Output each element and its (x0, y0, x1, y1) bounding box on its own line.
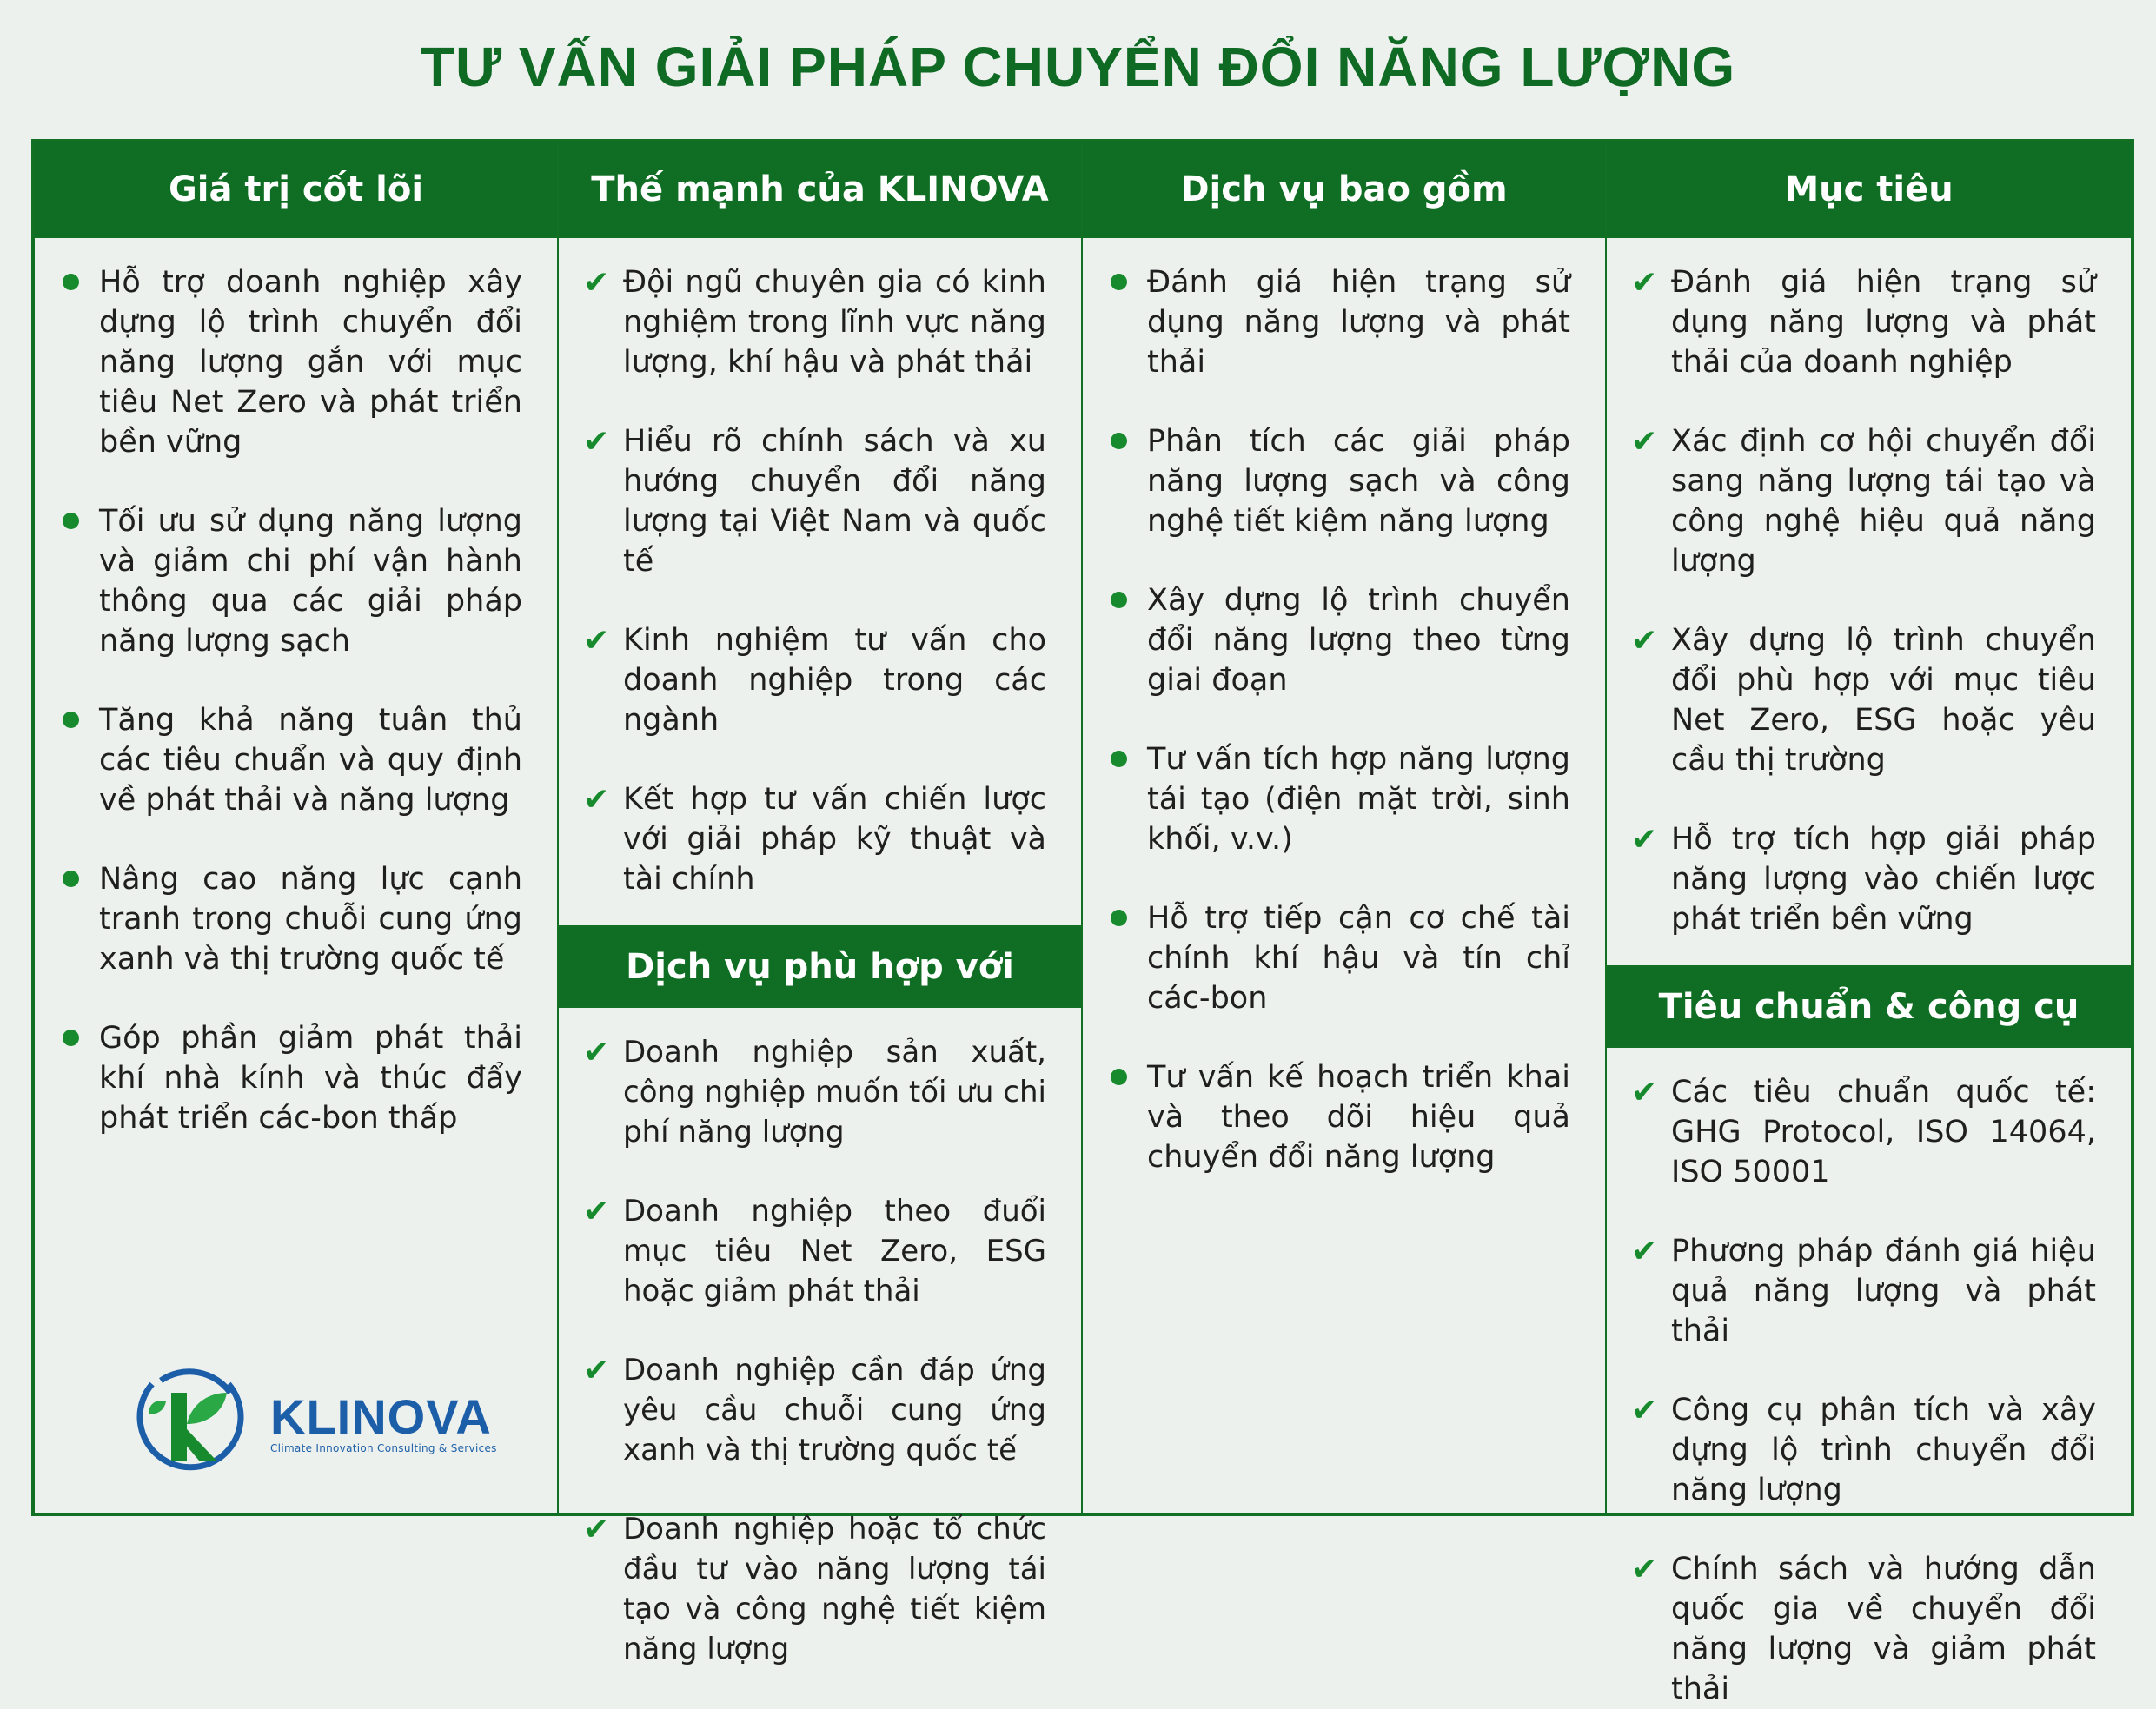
column-services (1083, 142, 1607, 1513)
list-item: ✔ Doanh nghiệp cần đáp ứng yêu cầu chuỗi cung ứng xanh và thị trường quốc tế (583, 1353, 1046, 1467)
bullet-dot-icon (1111, 1069, 1127, 1085)
check-icon: ✔ (1631, 822, 1658, 858)
list-item: Đánh giá hiện trạng sử dụng năng lượng và phát thải (1107, 262, 1570, 382)
check-icon: ✔ (1631, 1075, 1658, 1110)
bullet-dot-icon (1111, 592, 1127, 608)
check-icon: ✔ (583, 623, 610, 659)
section-header: Dịch vụ phù hợp với (559, 925, 1081, 1008)
column-header: Giá trị cốt lõi (35, 142, 557, 238)
list-item: Hỗ trợ doanh nghiệp xây dựng lộ trình chuyển đổi năng lượng gắn với mục tiêu Net Zero và phát triển bền vững (59, 262, 522, 462)
list-item: ✔ Doanh nghiệp theo đuổi mục tiêu Net Zero, ESG hoặc giảm phát thải (583, 1194, 1046, 1308)
check-icon: ✔ (1631, 1234, 1658, 1269)
check-icon: ✔ (1631, 424, 1658, 460)
info-board (31, 139, 2134, 1706)
check-icon: ✔ (583, 265, 610, 301)
logo-name: KLINOVA (270, 1389, 492, 1444)
list-item: ✔ Đánh giá hiện trạng sử dụng năng lượng và phát thải của doanh nghiệp (1631, 265, 2096, 380)
objectives-list (1607, 238, 2131, 939)
check-icon: ✔ (583, 1194, 610, 1229)
bullet-dot-icon (1111, 433, 1127, 449)
check-icon: ✔ (583, 1035, 610, 1070)
list-item: Xây dựng lộ trình chuyển đổi năng lượng theo từng giai đoạn (1107, 580, 1570, 700)
list-item: Góp phần giảm phát thải khí nhà kính và thúc đẩy phát triển các-bon thấp (59, 1018, 522, 1138)
standards-tools-list (1607, 1048, 2131, 1709)
list-item: ✔ Chính sách và hướng dẫn quốc gia về chuyển đổi năng lượng và giảm phát thải (1631, 1552, 2096, 1706)
services-list (1083, 238, 1605, 1177)
list-item: Nâng cao năng lực cạnh tranh trong chuỗi cung ứng xanh và thị trường quốc tế (59, 859, 522, 979)
column-strengths (559, 142, 1083, 1666)
bullet-dot-icon (63, 1030, 79, 1046)
page-title: TƯ VẤN GIẢI PHÁP CHUYỂN ĐỔI NĂNG LƯỢNG (420, 36, 1736, 98)
list-item: ✔ Xây dựng lộ trình chuyển đổi phù hợp với mục tiêu Net Zero, ESG hoặc yêu cầu thị trường (1631, 623, 2096, 778)
column-objectives (1607, 142, 2131, 1706)
bullet-dot-icon (63, 274, 79, 290)
list-item: ✔ Doanh nghiệp hoặc tổ chức đầu tư vào năng lượng tái tạo và công nghệ tiết kiệm năng lượng (583, 1512, 1046, 1666)
list-item: ✔ Phương pháp đánh giá hiệu quả năng lượng và phát thải (1631, 1234, 2096, 1348)
check-icon: ✔ (1631, 1552, 1658, 1587)
bullet-dot-icon (63, 513, 79, 529)
list-item: ✔ Công cụ phân tích và xây dựng lộ trình chuyển đổi năng lượng (1631, 1393, 2096, 1507)
list-item: ✔ Kinh nghiệm tư vấn cho doanh nghiệp trong các ngành (583, 623, 1046, 738)
column-header: Thế mạnh của KLINOVA (559, 142, 1081, 238)
list-item: ✔ Các tiêu chuẩn quốc tế: GHG Protocol, ISO 14064, ISO 50001 (1631, 1075, 2096, 1189)
bullet-dot-icon (1111, 274, 1127, 290)
check-icon: ✔ (583, 1353, 610, 1388)
list-item: Tăng khả năng tuân thủ các tiêu chuẩn và quy định về phát thải và năng lượng (59, 700, 522, 820)
list-item: Tư vấn tích hợp năng lượng tái tạo (điện mặt trời, sinh khối, v.v.) (1107, 739, 1570, 859)
list-item: ✔ Hỗ trợ tích hợp giải pháp năng lượng vào chiến lược phát triển bền vững (1631, 822, 2096, 937)
bullet-dot-icon (1111, 751, 1127, 767)
check-icon: ✔ (583, 424, 610, 460)
bullet-dot-icon (63, 712, 79, 728)
suitable-for-list (559, 1008, 1081, 1669)
bullet-dot-icon (1111, 910, 1127, 926)
core-values-list (35, 238, 557, 1138)
list-item: ✔ Kết hợp tư vấn chiến lược với giải pháp kỹ thuật và tài chính (583, 782, 1046, 897)
list-item: Tư vấn kế hoạch triển khai và theo dõi hiệu quả chuyển đổi năng lượng (1107, 1057, 1570, 1177)
strengths-list (559, 238, 1081, 899)
list-item: ✔ Đội ngũ chuyên gia có kinh nghiệm trong lĩnh vực năng lượng, khí hậu và phát thải (583, 265, 1046, 380)
check-icon: ✔ (1631, 623, 1658, 659)
column-core-values (35, 142, 559, 1513)
check-icon: ✔ (583, 1512, 610, 1547)
klinova-logo (126, 1367, 497, 1480)
list-item: ✔ Doanh nghiệp sản xuất, công nghiệp muốn tối ưu chi phí năng lượng (583, 1035, 1046, 1149)
bullet-dot-icon (63, 871, 79, 887)
list-item: ✔ Hiểu rõ chính sách và xu hướng chuyển đổi năng lượng tại Việt Nam và quốc tế (583, 424, 1046, 579)
list-item: Tối ưu sử dụng năng lượng và giảm chi phí vận hành thông qua các giải pháp năng lượng sạch (59, 501, 522, 661)
check-icon: ✔ (1631, 265, 1658, 301)
check-icon: ✔ (1631, 1393, 1658, 1428)
list-item: ✔ Xác định cơ hội chuyển đổi sang năng lượng tái tạo và công nghệ hiệu quả năng lượng (1631, 424, 2096, 579)
list-item: Hỗ trợ tiếp cận cơ chế tài chính khí hậu và tín chỉ các-bon (1107, 898, 1570, 1018)
section-header: Tiêu chuẩn & công cụ (1607, 965, 2131, 1048)
klinova-logo-icon (126, 1367, 256, 1480)
column-header: Mục tiêu (1607, 142, 2131, 238)
list-item: Phân tích các giải pháp năng lượng sạch và công nghệ tiết kiệm năng lượng (1107, 421, 1570, 541)
column-header: Dịch vụ bao gồm (1083, 142, 1605, 238)
logo-tagline: Climate Innovation Consulting & Services (270, 1442, 497, 1454)
check-icon: ✔ (583, 782, 610, 818)
